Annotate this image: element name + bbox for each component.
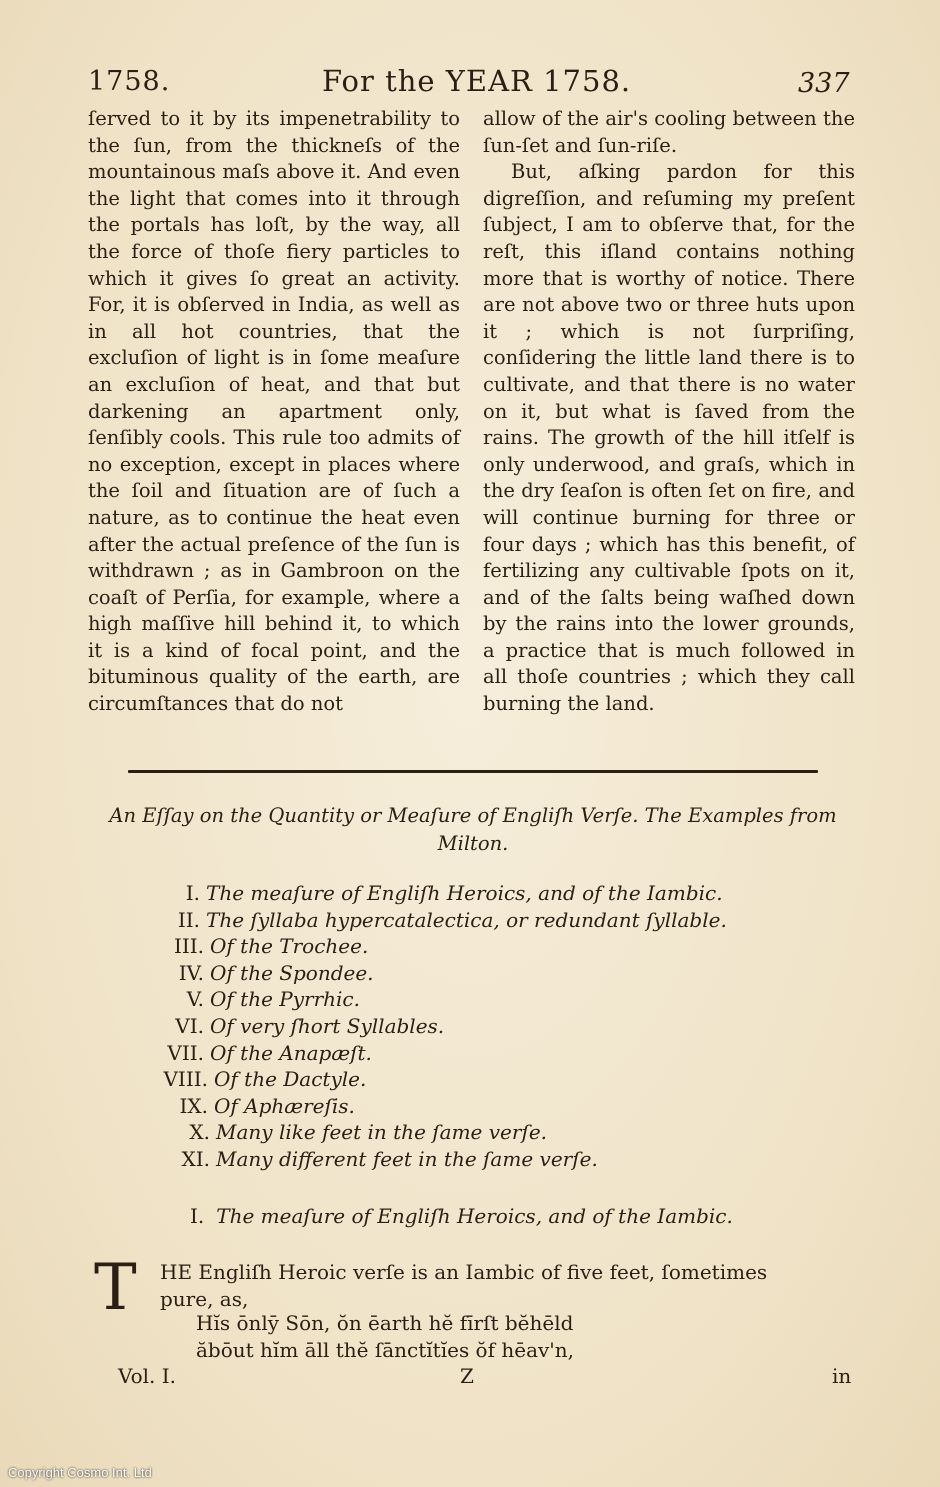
contents-item [140, 986, 840, 1013]
contents-item [140, 1093, 840, 1120]
right-paragraph-2: But, aſking pardon for this digreſſion, and reſuming my preſent ſubject, I am to obſerve that, for the reſt, this iſland contains nothing more that is worthy of notice. There are not above two or three huts upon it ; which is not ſurpriſing, conſidering the little land there is to cultivate, and that there is no water on it, but what is ſaved from the rains. The growth of the hill itſelf is only underwood, and graſs, which in the dry ſeaſon is often ſet on fire, and will continue burning for three or four days ; which has this benefit, of fertilizing any cultivable ſpots on it, and of the ſalts being waſhed down by the rains into the lower grounds, a practice that is much followed in all thoſe countries ; which they call burning the land. [483, 160, 855, 716]
contents-num: X. [189, 1120, 210, 1145]
contents-num: VIII. [163, 1067, 208, 1092]
contents-list [140, 880, 840, 1173]
drop-cap: T [94, 1251, 137, 1325]
contents-text: Of the Anapæſt. [210, 1040, 372, 1065]
running-header [0, 64, 940, 104]
catchword: in [832, 1364, 852, 1388]
section-heading [190, 1204, 733, 1228]
contents-item [140, 907, 840, 934]
page-number: 337 [798, 68, 850, 99]
contents-text: Of the Pyrrhic. [210, 987, 360, 1012]
verse-line-1: Hĭs ōnlȳ Sōn, ŏn ēarth hĕ fīrſt bĕhēld [196, 1311, 574, 1335]
verse-line-2: ăbōut hĭm āll thĕ ſānctĭtĭes ŏf hēav'n, [196, 1337, 575, 1362]
contents-num: IX. [179, 1093, 208, 1118]
contents-item [140, 1040, 840, 1067]
contents-item [140, 933, 840, 960]
essay-title: An Eſſay on the Quantity or Meaſure of Engliſh Verſe. The Examples from Milton. [109, 804, 837, 855]
contents-text: The ſyllaba hypercatalectica, or redundant ſyllable. [206, 907, 727, 932]
left-paragraph: ſerved to it by its impenetrability to the ſun, from the thickneſs of the mountainous maſs above it. And even the light that comes into it through the portals has loſt, by the way, all the force of thoſe fiery particles to which it gives ſo great an activity. For, it is obſerved in India, as well as in all hot countries, that the excluſion of light is in ſome meaſure an excluſion of heat, and that but darkening an apartment only, ſenſibly cools. This rule too admits of no exception, except in places where the ſoil and ſituation are of ſuch a nature, as to continue the heat even after the actual preſence of the ſun is withdrawn ; as in Gambroon on the coaſt of Perſia, for example, where a high maſſive hill behind it, to which it is a kind of focal point, and the bituminous quality of the earth, are circumſtances that do not [88, 107, 460, 716]
page-footer [0, 1364, 940, 1394]
signature-mark: Z [460, 1364, 474, 1388]
contents-text: The meaſure of Engliſh Heroics, and of the Iambic. [206, 881, 723, 905]
contents-num: I. [185, 881, 200, 905]
contents-item [140, 1066, 840, 1093]
verse-example [196, 1310, 574, 1363]
contents-text: Of the Trochee. [210, 934, 369, 959]
contents-num: XI. [181, 1146, 210, 1171]
header-year: 1758. [88, 66, 171, 97]
contents-text: Of very ſhort Syllables. [210, 1013, 445, 1038]
section-divider [128, 770, 818, 773]
contents-text: Of the Dactyle. [214, 1067, 367, 1092]
contents-item [140, 880, 840, 907]
contents-num: VII. [167, 1040, 204, 1065]
contents-text: Of the Spondee. [210, 960, 374, 985]
body-text [160, 1259, 855, 1312]
contents-item [140, 1119, 840, 1146]
contents-num: V. [186, 987, 204, 1012]
right-column [483, 106, 855, 718]
contents-text: Of Aphæreſis. [214, 1093, 355, 1118]
left-column [88, 106, 460, 718]
contents-item [140, 960, 840, 987]
section-heading-text: The meaſure of Engliſh Heroics, and of the Iambic. [216, 1204, 733, 1228]
contents-item [140, 1146, 840, 1173]
contents-num: III. [173, 934, 204, 959]
contents-text: Many different feet in the ſame verſe. [216, 1146, 598, 1171]
contents-num: VI. [175, 1013, 204, 1038]
contents-num: IV. [178, 960, 204, 985]
volume-label: Vol. I. [118, 1364, 177, 1388]
body-line-2: pure, as, [160, 1286, 249, 1311]
section-heading-num: I. [190, 1204, 205, 1228]
right-paragraph-1: allow of the air's cooling between the ſun-ſet and ſun-riſe. [483, 107, 855, 157]
running-title: For the YEAR 1758. [322, 64, 632, 98]
body-line-1: HE Engliſh Heroic verſe is an Iambic of five feet, ſometimes [160, 1260, 768, 1284]
contents-text: Many like feet in the ſame verſe. [216, 1120, 548, 1145]
contents-num: II. [177, 907, 200, 932]
contents-item [140, 1013, 840, 1040]
copyright-notice: Copyright Cosmo Int. Ltd [8, 1465, 152, 1480]
